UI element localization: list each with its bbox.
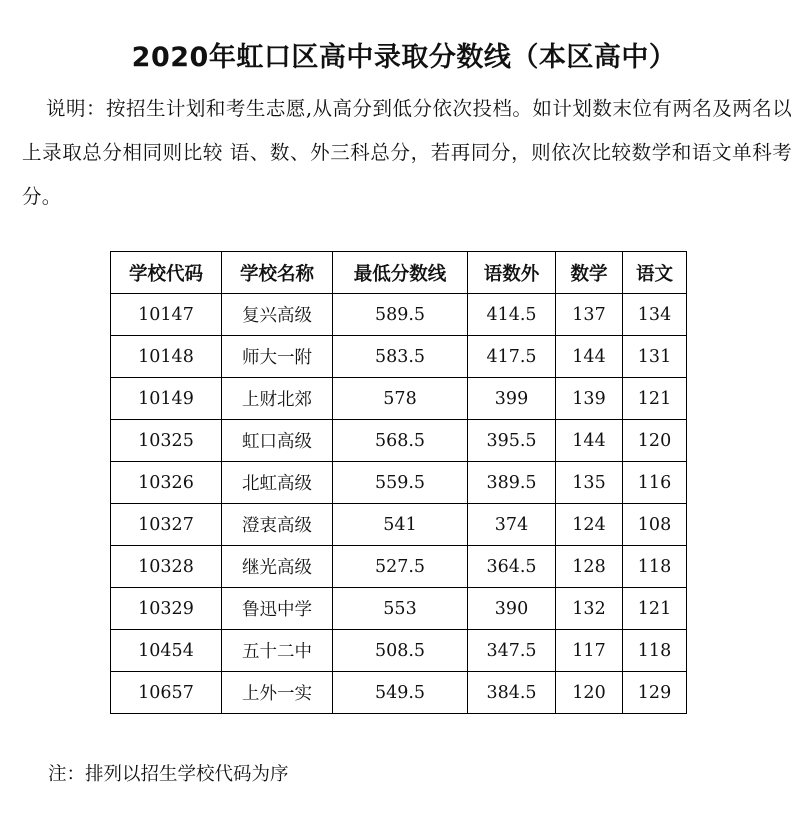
cell-min-score: 578 [333, 378, 468, 420]
cell-school-code: 10147 [111, 294, 222, 336]
cell-chn-math-eng-total: 347.5 [468, 630, 556, 672]
cell-math: 144 [556, 336, 623, 378]
cell-chinese: 121 [623, 378, 687, 420]
cell-math: 124 [556, 504, 623, 546]
cell-school-name: 澄衷高级 [222, 504, 333, 546]
cell-chinese: 134 [623, 294, 687, 336]
cell-min-score: 589.5 [333, 294, 468, 336]
cell-min-score: 527.5 [333, 546, 468, 588]
cell-school-name: 鲁迅中学 [222, 588, 333, 630]
cell-school-code: 10325 [111, 420, 222, 462]
table-row [111, 378, 687, 420]
cell-math: 144 [556, 420, 623, 462]
page-title: 2020年虹口区高中录取分数线（本区高中） [131, 42, 677, 73]
table-row [111, 294, 687, 336]
admission-score-table [110, 251, 687, 714]
header-school-code: 学校代码 [111, 252, 222, 294]
header-school-name: 学校名称 [222, 252, 333, 294]
cell-min-score: 559.5 [333, 462, 468, 504]
cell-chn-math-eng-total: 374 [468, 504, 556, 546]
cell-chn-math-eng-total: 389.5 [468, 462, 556, 504]
cell-math: 139 [556, 378, 623, 420]
cell-school-code: 10657 [111, 672, 222, 714]
table-row [111, 546, 687, 588]
cell-min-score: 553 [333, 588, 468, 630]
cell-chn-math-eng-total: 364.5 [468, 546, 556, 588]
cell-chn-math-eng-total: 399 [468, 378, 556, 420]
cell-math: 135 [556, 462, 623, 504]
cell-chinese: 131 [623, 336, 687, 378]
table-row [111, 462, 687, 504]
cell-school-name: 五十二中 [222, 630, 333, 672]
cell-chinese: 118 [623, 546, 687, 588]
cell-school-name: 虹口高级 [222, 420, 333, 462]
cell-school-name: 上外一实 [222, 672, 333, 714]
header-chinese: 语文 [623, 252, 687, 294]
cell-chinese: 108 [623, 504, 687, 546]
cell-chinese: 116 [623, 462, 687, 504]
cell-school-name: 北虹高级 [222, 462, 333, 504]
header-min-score: 最低分数线 [333, 252, 468, 294]
table-row [111, 630, 687, 672]
cell-school-name: 上财北郊 [222, 378, 333, 420]
cell-school-code: 10149 [111, 378, 222, 420]
cell-math: 128 [556, 546, 623, 588]
cell-chn-math-eng-total: 414.5 [468, 294, 556, 336]
cell-min-score: 508.5 [333, 630, 468, 672]
cell-school-code: 10454 [111, 630, 222, 672]
header-chn-math-eng-total: 语数外 [468, 252, 556, 294]
cell-chinese: 121 [623, 588, 687, 630]
cell-chinese: 129 [623, 672, 687, 714]
cell-min-score: 541 [333, 504, 468, 546]
description-paragraph: 说明：按招生计划和考生志愿,从高分到低分依次投档。如计划数末位有两名及两名以上录取总分相同则比较 语、数、外三科总分，若再同分，则依次比较数学和语文单科考分。 [22, 97, 792, 208]
cell-min-score: 568.5 [333, 420, 468, 462]
cell-math: 117 [556, 630, 623, 672]
cell-chinese: 120 [623, 420, 687, 462]
table-header-row [111, 252, 687, 294]
header-math: 数学 [556, 252, 623, 294]
cell-chn-math-eng-total: 395.5 [468, 420, 556, 462]
table-row [111, 588, 687, 630]
table-row [111, 672, 687, 714]
cell-school-code: 10327 [111, 504, 222, 546]
cell-chn-math-eng-total: 417.5 [468, 336, 556, 378]
cell-school-code: 10148 [111, 336, 222, 378]
cell-math: 132 [556, 588, 623, 630]
table-row [111, 336, 687, 378]
cell-school-code: 10329 [111, 588, 222, 630]
cell-math: 137 [556, 294, 623, 336]
cell-chinese: 118 [623, 630, 687, 672]
table-row [111, 420, 687, 462]
cell-school-name: 师大一附 [222, 336, 333, 378]
cell-math: 120 [556, 672, 623, 714]
cell-school-name: 复兴高级 [222, 294, 333, 336]
cell-school-name: 继光高级 [222, 546, 333, 588]
cell-school-code: 10326 [111, 462, 222, 504]
cell-min-score: 549.5 [333, 672, 468, 714]
table-row [111, 504, 687, 546]
cell-school-code: 10328 [111, 546, 222, 588]
cell-chn-math-eng-total: 384.5 [468, 672, 556, 714]
cell-chn-math-eng-total: 390 [468, 588, 556, 630]
cell-min-score: 583.5 [333, 336, 468, 378]
footnote: 注：排列以招生学校代码为序 [48, 764, 289, 785]
